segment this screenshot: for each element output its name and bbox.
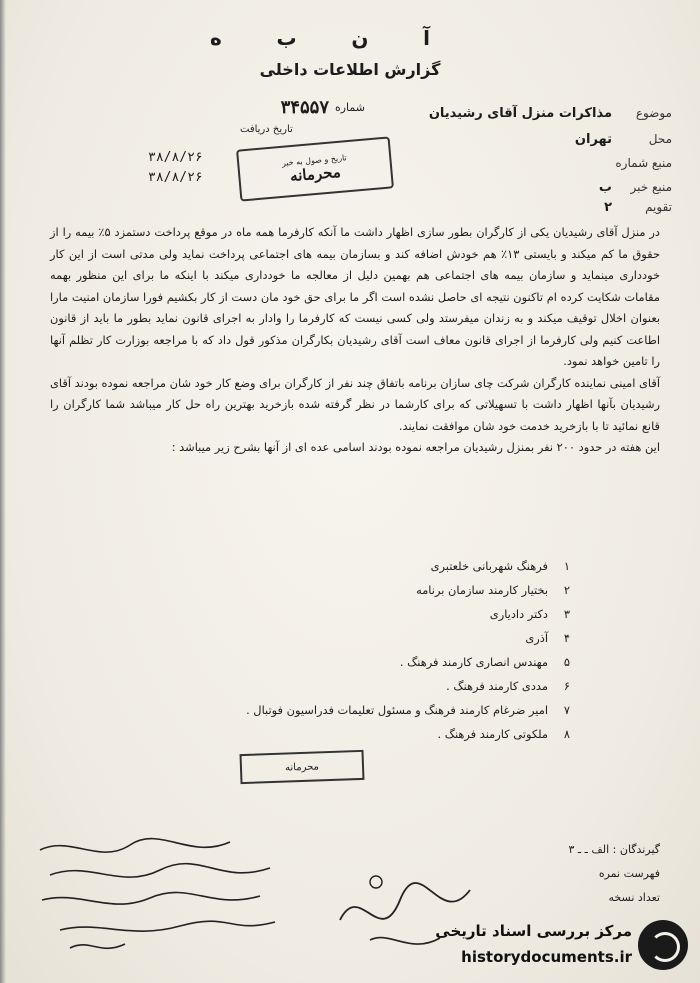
list-number: ۶	[563, 679, 570, 693]
meta-place	[575, 129, 672, 149]
list-text: بختیار کارمند سازمان برنامه	[416, 583, 548, 597]
meta-eval-label: تقویم	[645, 200, 672, 214]
list-item	[150, 698, 570, 722]
document-number-value: ۳۴۵۵۷	[280, 96, 329, 118]
list-number: ۲	[563, 583, 570, 597]
document-title: گزارش اطلاعات داخلی	[259, 60, 441, 79]
recipients-line: گیرندگان : الف ـ ـ ۳	[568, 843, 660, 856]
dates-column	[148, 148, 228, 188]
meta-source	[612, 153, 672, 173]
document-number-label: شماره	[334, 100, 365, 114]
list-number: ۵	[563, 655, 570, 669]
list-text: مددی کارمند فرهنگ .	[446, 679, 548, 693]
list-text: فرهنگ شهربانی خلعتبری	[430, 559, 548, 573]
meta-eval	[604, 197, 672, 217]
list-item	[150, 722, 570, 746]
paragraph: در منزل آقای رشیدیان یکی از کارگران بطور سازی اظهار داشت ما آنکه کارفرما همه ماه در موقع پرداخت دستمزد ۵٪ بیمه را از حقوق ما کم میکند و بایستی ۱۳٪ هم خودش اضافه کند و بسازمان بیمه های اجتماعی پرداخت نماید ولی مدتی است از این کار خودداری مینماید و سازمان بیمه های اجتماعی هم بهمین دلیل از معالجه ما خودداری میکند با اینکه ما برای این منظور بهمه مقامات شکایت کرده ام تاکنون نتیجه ای حاصل نشده است اگر ما برای حق خود مان دست از کار بکشیم فورا سازمان امنیت مارا بعنوان اخلال توقیف میکند و به زندان میفرستد ولی کسی نیست که کارفرما را وادار به اجرای قانون نماید بطور ما باید از قانون اطاعت کنیم ولی کارفرما از اجرای قانون معاف است آقای رشیدیان بکارگران مذکور قول داد که با مراجعه بوزارت کار تظلم آنها را تامین خواهد نمود.	[50, 225, 660, 368]
date-value: ۳۸/۸/۲۶	[148, 170, 203, 185]
watermark-url: historydocuments.ir	[461, 948, 632, 966]
logo-glyph: ن	[351, 26, 369, 50]
meta-place-value: تهران	[574, 131, 612, 147]
list-item	[150, 578, 570, 602]
list-text: آذری	[525, 631, 548, 645]
receipt-date-label: تاریخ دریافت	[240, 124, 293, 135]
list-item	[150, 554, 570, 578]
list-text: دکتر دادیاری	[489, 607, 548, 621]
list-text: مهندس انصاری کارمند فرهنگ .	[399, 655, 548, 669]
logo-glyph: ه	[210, 26, 222, 50]
stamp-text: محرمانه	[289, 162, 342, 185]
meta-eval-value: ۲	[604, 199, 612, 215]
archive-watermark	[420, 918, 690, 976]
meta-origin	[599, 177, 672, 197]
report-body	[50, 222, 660, 459]
logo-glyph: ب	[276, 26, 297, 50]
meta-subject	[429, 103, 672, 123]
meta-origin-value: ب	[598, 179, 612, 195]
document-number	[225, 95, 365, 119]
meta-subject-value: مذاکرات منزل آقای رشیدیان	[428, 105, 612, 121]
index-line: فهرست نمره	[598, 867, 660, 880]
meta-place-label: محل	[648, 132, 672, 146]
logo-glyph: آ	[423, 26, 430, 50]
list-item	[150, 650, 570, 674]
paragraph: این هفته در حدود ۲۰۰ نفر بمنزل رشیدیان مراجعه نموده بودند اسامی عده ای از آنها بشرح زیر میباشد :	[171, 440, 660, 454]
list-text: امیر ضرغام کارمند فرهنگ و مسئول تعلیمات فدراسیون فوتبال .	[246, 703, 548, 717]
stamp-caption: تاریخ و صول به خبر	[281, 152, 347, 168]
list-number: ۸	[563, 727, 570, 741]
list-number: ۱	[563, 559, 570, 573]
watermark-persian: مرکز بررسی اسناد تاریخی	[435, 922, 632, 940]
bottom-confidential-stamp: محرمانه	[240, 750, 365, 784]
list-number: ۴	[563, 631, 570, 645]
visitor-list	[150, 554, 570, 746]
copies-line: تعداد نسخه	[608, 891, 660, 904]
archive-logo-icon	[638, 920, 688, 970]
meta-subject-label: موضوع	[635, 106, 672, 120]
list-number: ۳	[563, 607, 570, 621]
list-item	[150, 674, 570, 698]
scan-edge-shadow	[0, 0, 6, 983]
date-value: ۳۸/۸/۲۶	[148, 150, 203, 165]
meta-source-label: منبع شماره	[615, 156, 672, 170]
handwritten-annotations	[30, 830, 290, 960]
list-item	[150, 626, 570, 650]
header-logo	[210, 28, 430, 48]
list-text: ملکوتی کارمند فرهنگ .	[437, 727, 548, 741]
list-item	[150, 602, 570, 626]
list-number: ۷	[563, 703, 570, 717]
meta-origin-label: منبع خبر	[630, 180, 672, 194]
paragraph: آقای امینی نماینده کارگران شرکت چای سازان برنامه باتفاق چند نفر از کارگران برای وضع کار خود شان مراجعه نموده بودند آقای رشیدیان بآنها اظهار داشت با تسهیلاتی که برای کارشما در نظر گرفته شده بازخرید بهترین راه حل کار میباشد شما کارگران را قانع نمائید تا با بازخرید خدمت خود شان موافقت نمایند.	[50, 375, 660, 433]
